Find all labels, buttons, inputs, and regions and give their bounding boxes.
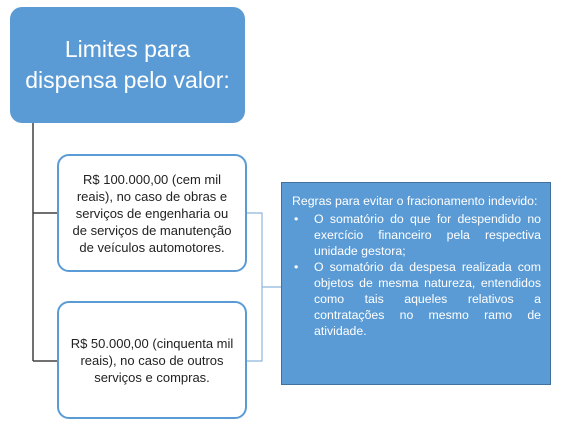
- header-title: Limites para dispensa pelo valor:: [25, 36, 230, 93]
- limit-item-obras: [57, 154, 247, 272]
- rules-item-text: O somatório do que for despendido no exercício financeiro pela respectiva unidade gestora;: [314, 212, 541, 258]
- tree-connector: [33, 123, 57, 361]
- limit-item-text: R$ 50.000,00 (cinquenta mil reais), no caso de outros serviços e compras.: [70, 335, 234, 385]
- rules-intro: Regras para evitar o fracionamento indevido:: [292, 194, 538, 208]
- rules-item-text: O somatório da despesa realizada com objetos de mesma natureza, entendidos como tais aqueles relativos a contratações no mesmo ramo de atividade.: [314, 260, 541, 338]
- limit-item-text: R$ 100.000,00 (cem mil reais), no caso de obras e serviços de engenharia ou de serviços de manutenção de veículos automotores.: [72, 171, 232, 255]
- rules-list-item: [292, 259, 541, 339]
- header-box: [10, 7, 245, 123]
- rules-list-item: [292, 211, 541, 259]
- rules-box: [281, 182, 551, 385]
- bullet-icon: •: [294, 212, 299, 226]
- limit-item-servicos: [57, 301, 247, 419]
- rules-list: [292, 211, 541, 339]
- bullet-icon: •: [294, 260, 299, 274]
- bracket-connector: [247, 213, 281, 361]
